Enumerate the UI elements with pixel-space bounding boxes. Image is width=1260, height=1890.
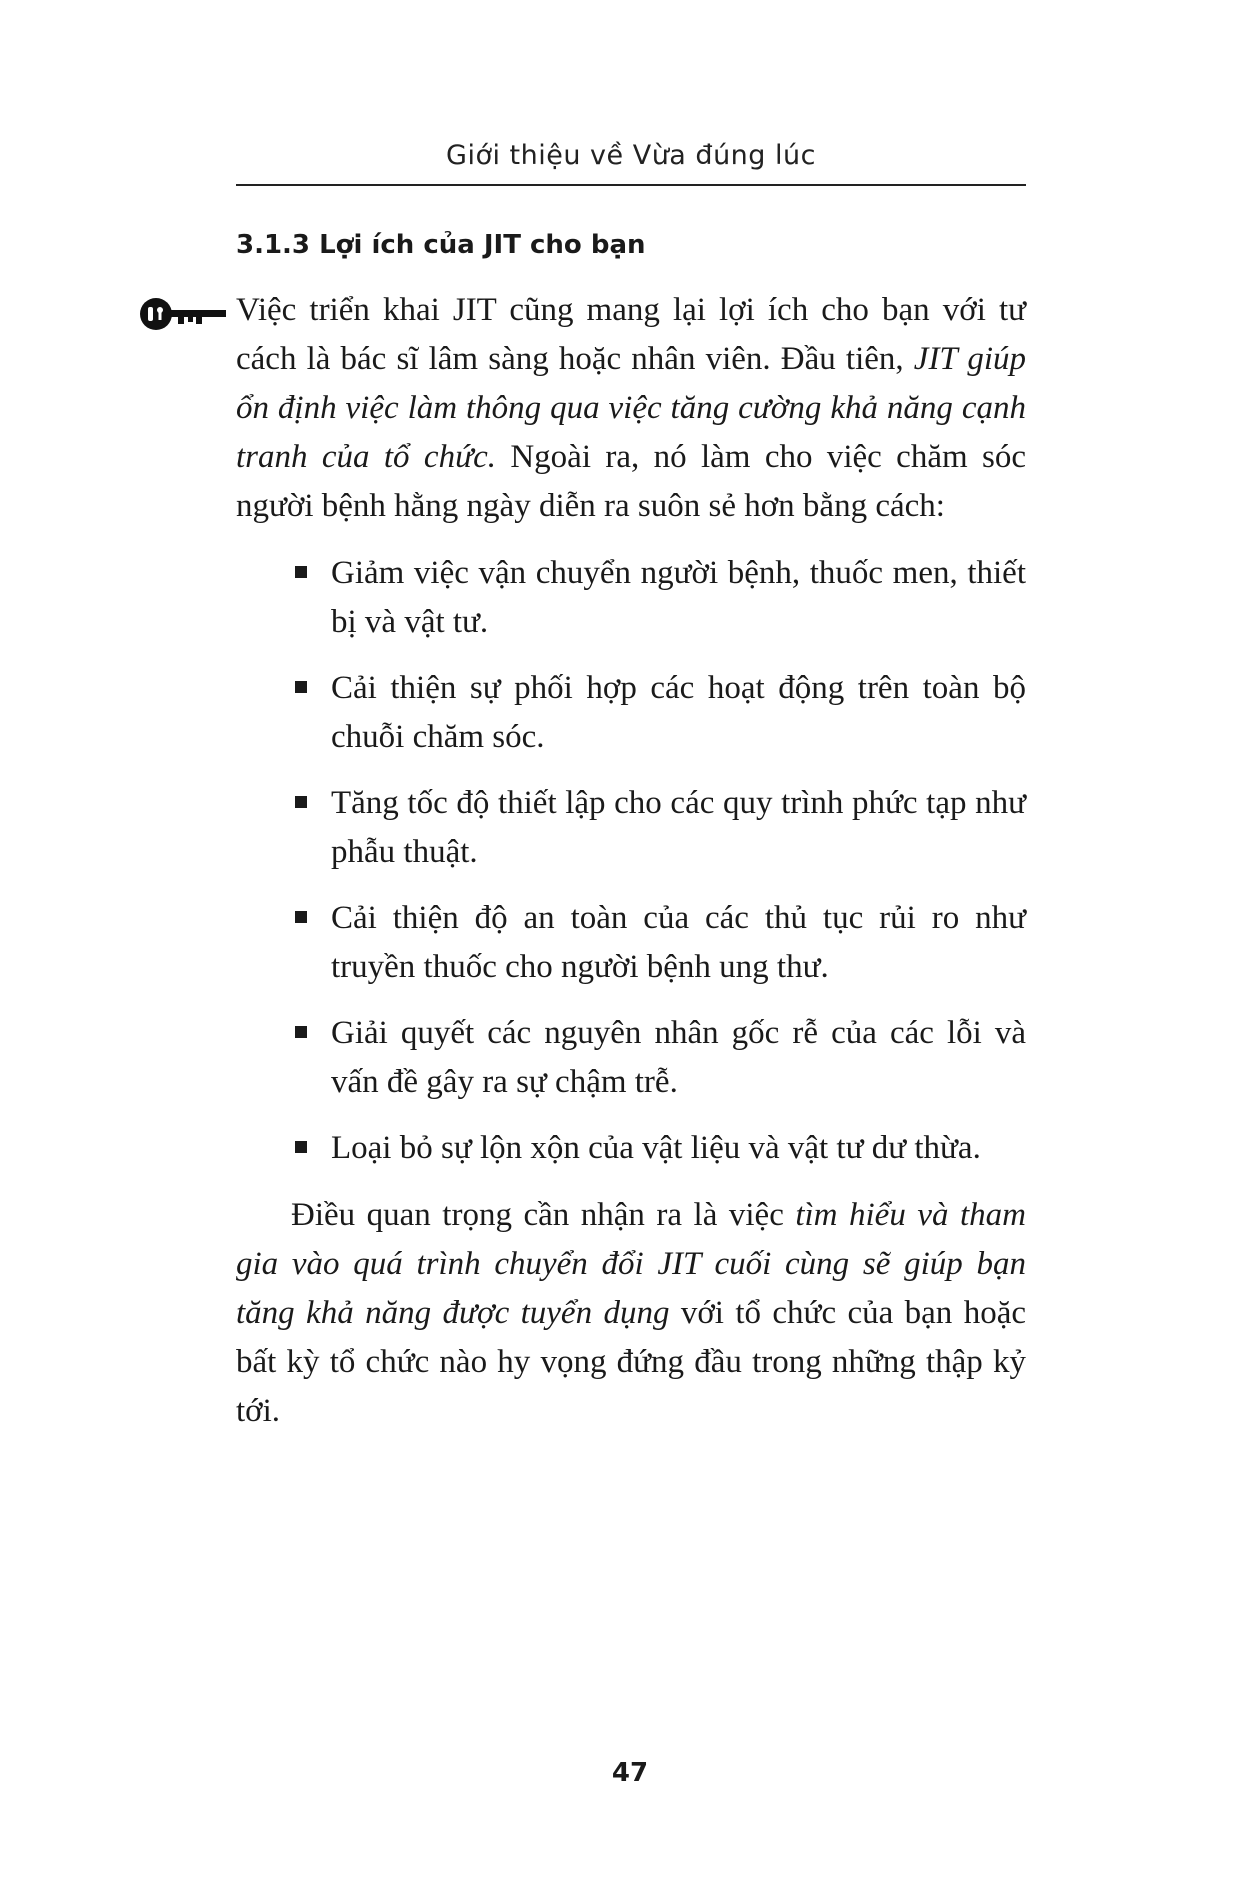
closing-text-2: với tổ chức của bạn hoặc bất kỳ tổ chức nào hy vọng đứng đầu trong những thập kỷ tới. (236, 1295, 1026, 1429)
square-bullet-icon (295, 911, 307, 923)
page-number: 47 (611, 1758, 649, 1788)
header-rule (236, 184, 1026, 186)
list-item (331, 779, 1026, 877)
list-item-text: Cải thiện sự phối hợp các hoạt động trên toàn bộ chuỗi chăm sóc. (331, 670, 1026, 755)
intro-text-1: Việc triển khai JIT cũng mang lại lợi ích cho bạn với tư cách là bác sĩ lâm sàng hoặc nhân viên. Đầu tiên, (236, 292, 1026, 377)
square-bullet-icon (295, 681, 307, 693)
list-item (331, 1009, 1026, 1107)
square-bullet-icon (295, 1141, 307, 1153)
closing-paragraph (236, 1191, 1026, 1436)
list-item (331, 1124, 1026, 1173)
square-bullet-icon (295, 796, 307, 808)
list-item-text: Cải thiện độ an toàn của các thủ tục rủi ro như truyền thuốc cho người bệnh ung thư. (331, 900, 1026, 985)
intro-emphasis: JIT giúp ổn định việc làm thông qua việc tăng cường khả năng cạnh tranh của tổ chức. (236, 341, 1026, 475)
list-item-text: Giải quyết các nguyên nhân gốc rễ của các lỗi và vấn đề gây ra sự chậm trễ. (331, 1015, 1026, 1100)
list-item-text: Tăng tốc độ thiết lập cho các quy trình phức tạp như phẫu thuật. (331, 785, 1026, 870)
list-item (331, 549, 1026, 647)
list-item-text: Loại bỏ sự lộn xộn của vật liệu và vật tư dư thừa. (331, 1130, 981, 1166)
list-item-text: Giảm việc vận chuyển người bệnh, thuốc men, thiết bị và vật tư. (331, 555, 1026, 640)
closing-text-1: Điều quan trọng cần nhận ra là việc (291, 1197, 796, 1233)
benefit-list (236, 549, 1026, 1173)
intro-paragraph (236, 286, 1026, 531)
running-header: Giới thiệu về Vừa đúng lúc (446, 140, 816, 171)
list-item (331, 664, 1026, 762)
intro-text-2: Ngoài ra, nó làm cho việc chăm sóc người bệnh hằng ngày diễn ra suôn sẻ hơn bằng cách: (236, 439, 1027, 524)
list-item (331, 894, 1026, 992)
section-heading: 3.1.3 Lợi ích của JIT cho bạn (236, 230, 646, 260)
square-bullet-icon (295, 566, 307, 578)
square-bullet-icon (295, 1026, 307, 1038)
key-icon (138, 296, 228, 332)
body-content (236, 286, 1026, 1436)
closing-emphasis: tìm hiểu và tham gia vào quá trình chuyển đổi JIT cuối cùng sẽ giúp bạn tăng khả năng được tuyển dụng (236, 1197, 1026, 1331)
